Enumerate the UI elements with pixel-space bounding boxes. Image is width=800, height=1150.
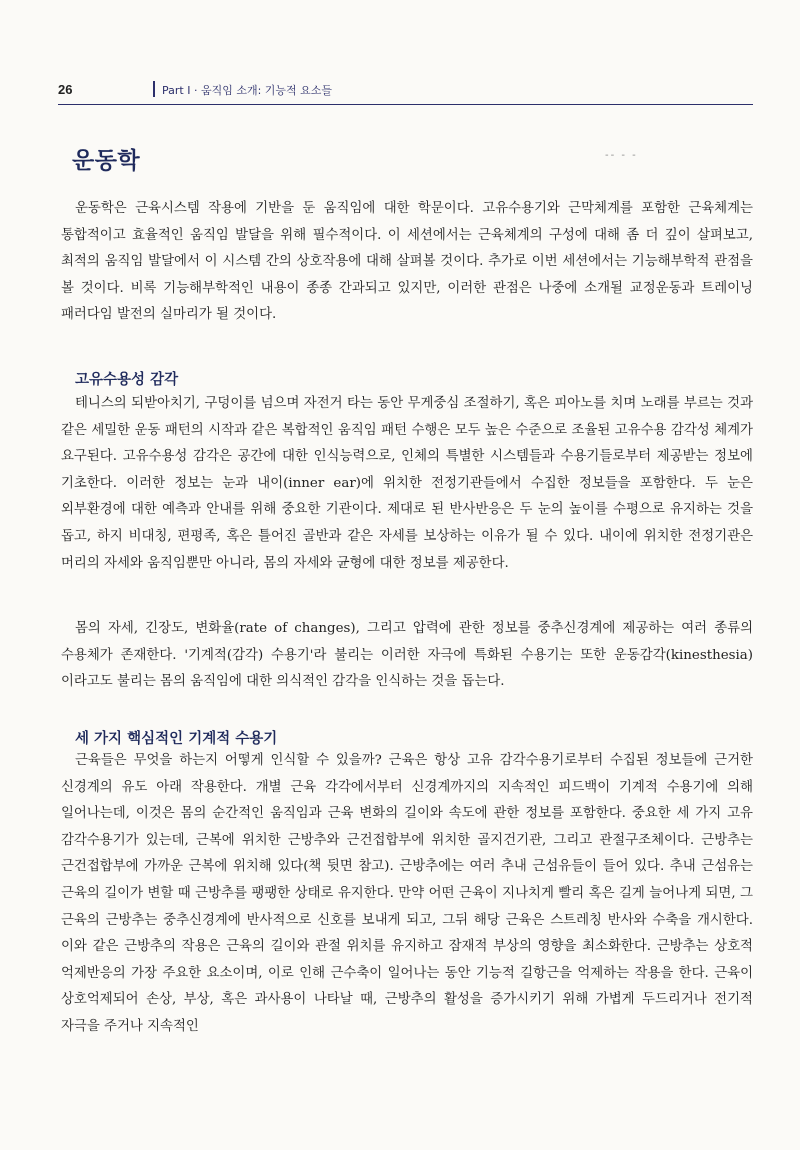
proprioception-paragraph-2: 몸의 자세, 긴장도, 변화율(rate of changes), 그리고 압력에 관한 정보를 중추신경계에 제공하는 여러 종류의 수용체가 존재한다. '기계적(감각) 수용기'라 불리는 이러한 자극에 특화된 수용기는 또한 운동감각(kinesthesia)이라고도 불리는 몸의 움직임에 대한 의식적인 감각을 인식하는 것을 돕는다. [61,621,753,690]
stray-marks: -- ‐ - [605,150,638,161]
header-separator [153,81,155,97]
page-number: 26 [58,82,73,97]
subheading-mechanoreceptors: 세 가지 핵심적인 기계적 수용기 [75,731,278,747]
running-title: Part I · 움직임 소개: 기능적 요소들 [162,84,333,97]
subheading-proprioception: 고유수용성 감각 [75,372,179,388]
mechanoreceptors-paragraph-1: 근육들은 무엇을 하는지 어떻게 인식할 수 있을까? 근육은 항상 고유 감각수용기로부터 수집된 정보들에 근거한 신경계의 유도 아래 작용한다. 개별 근육 각각에서부터 신경계까지의 지속적인 피드백이 기계적 수용기에 의해 일어나는데, 이것은 몸의 순간적인 움직임과 근육 변화의 길이와 속도에 관한 정보를 포함한다. 중요한 세 가지 고유 감각수용기가 있는데, 근복에 위치한 근방추와 근건접합부에 위치한 골지건기관, 그리고 관절구조체이다. 근방추는 근건접합부에 가까운 근복에 위치해 있다(책 뒷면 참고). 근방추에는 여러 추내 근섬유들이 들어 있다. 추내 근섬유는 근육의 길이가 변할 때 근방추를 팽팽한 상태로 유지한다. 만약 어떤 근육이 지나치게 빨리 혹은 길게 늘어나게 되면, 그 근육의 근방추는 중추신경계에 반사적으로 신호를 보내게 되고, 그뒤 해당 근육은 스트레칭 반사와 수축을 개시한다. 이와 같은 근방추의 작용은 근육의 길이와 관절 위치를 유지하고 잠재적 부상의 영향을 최소화한다. 근방추는 상호적 억제반응의 가장 주요한 요소이며, 이로 인해 근수축이 일어나는 동안 기능적 길항근을 억제하는 작용을 한다. 근육이 상호억제되어 손상, 부상, 혹은 과사용이 나타날 때, 근방추의 활성을 증가시키기 위해 가볍게 두드리거나 전기적 자극을 주거나 지속적인 [61,753,753,1034]
intro-paragraph: 운동학은 근육시스템 작용에 기반을 둔 움직임에 대한 학문이다. 고유수용기와 근막체계를 포함한 근육체계는 통합적이고 효율적인 움직임 발달을 위해 필수적이다. 이 세션에서는 근육체계의 구성에 대해 좀 더 깊이 살펴보고, 최적의 움직임 발달에서 이 시스템 간의 상호작용에 대해 살펴볼 것이다. 추가로 이번 세션에서는 기능해부학적 관점을 볼 것이다. 비록 기능해부학적인 내용이 종종 간과되고 있지만, 이러한 관점은 나중에 소개될 교정운동과 트레이닝 패러다임 발전의 실마리가 될 것이다. [61,201,753,323]
section-title: 운동학 [72,148,141,174]
page-header [58,78,753,105]
proprioception-paragraph-1: 테니스의 되받아치기, 구덩이를 넘으며 자전거 타는 동안 무게중심 조절하기, 혹은 피아노를 치며 노래를 부르는 것과 같은 세밀한 운동 패턴의 시작과 같은 복합적인 움직임 패턴 수행은 모두 높은 수준으로 조율된 고유수용 감각성 체계가 요구된다. 고유수용성 감각은 공간에 대한 인식능력으로, 인체의 특별한 시스템들과 수용기들로부터 제공받는 정보에 기초한다. 이러한 정보는 눈과 내이(inner ear)에 위치한 전정기관들에서 수집한 정보들을 포함한다. 두 눈은 외부환경에 대한 예측과 안내를 위해 중요한 기관이다. 제대로 된 반사반응은 두 눈의 높이를 수평으로 유지하는 것을 돕고, 하지 비대칭, 편평족, 혹은 틀어진 골반과 같은 자세를 보상하는 이유가 될 수 있다. 내이에 위치한 전정기관은 머리의 자세와 움직임뿐만 아니라, 몸의 자세와 균형에 대한 정보를 제공한다. [61,396,753,571]
